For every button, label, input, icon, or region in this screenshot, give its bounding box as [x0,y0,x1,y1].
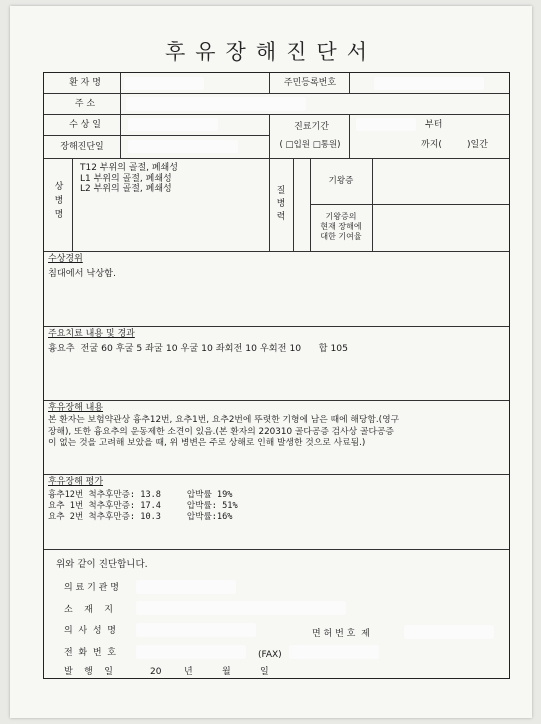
redacted-institution [136,580,236,594]
issue-year-prefix: 20 [150,667,162,677]
days-label: )일간 [467,140,488,150]
history-label: 수상경위 [48,254,83,264]
redacted-address [126,97,306,111]
redacted-rrn [374,77,484,90]
treatment-period-label: 진료기간 [294,122,329,132]
until-label: 까지( [421,140,442,150]
redacted-period-from [356,118,416,131]
assessment-line: 흉추12번 척추후만증: 13.8 압박률 19% [48,490,233,500]
disability-assessment-text [48,490,238,523]
disability-assessment-label: 후유장해 평가 [48,477,104,487]
redacted-patient-name [124,77,204,90]
document-page [10,6,532,718]
disability-diag-date-label: 장해진단일 [60,142,104,152]
diagnosis-item: L1 부위의 골절, 폐쇄성 [80,173,172,184]
institution-label: 의 료 기 관 명 [64,583,119,593]
diagnosis-statement: 위와 같이 진단합니다. [56,559,148,570]
existing-condition-label: 기왕증 [328,176,354,186]
assessment-line: 요추 2번 척추후만증: 10.3 압박률:16% [48,512,233,522]
injury-date-label: 수 상 일 [69,120,101,130]
treatment-label: 주요치료 내용 및 경과 [48,329,135,339]
location-label: 소 재 지 [64,605,113,615]
disease-history-label: 질 병 력 [276,186,286,222]
issue-date-label: 발 행 일 [64,667,113,677]
address-label: 주 소 [74,99,96,109]
issue-month-suffix: 월 [222,667,231,677]
inpatient-outpatient-label: ( □입원 □통원) [279,140,341,150]
issue-year-suffix: 년 [184,667,193,677]
redacted-license [404,625,494,639]
redacted-phone [136,645,246,659]
diagnosis-item: L2 부위의 골절, 폐쇄성 [80,184,172,194]
history-text: 침대에서 낙상함. [48,268,116,279]
phone-label: 전 화 번 호 [64,648,116,658]
rrn-label: 주민등록번호 [283,78,337,88]
redacted-doctor-name [136,623,256,637]
redacted-injury-date [128,118,218,131]
license-number-label: 면 허 번 호 제 [312,629,370,639]
patient-name-label: 환 자 명 [69,78,101,88]
doctor-name-label: 의 사 성 명 [64,626,116,636]
disability-content-text [48,415,506,450]
existing-contribution-label: 기왕증의 현재 장해에 대한 기여율 [320,212,362,241]
redacted-location [136,601,346,615]
treatment-text: 흉요추 전굴 60 후굴 5 좌굴 10 우굴 10 좌회전 10 우회전 10 합 105 [48,343,348,354]
disability-line: 본 환자는 보험약관상 흉추12번, 요추1번, 요추2번에 뚜렷한 기형에 남은 때에 해당함.(영구 [48,415,400,425]
fax-label: (FAX) [258,650,282,660]
redacted-diag-date [128,140,238,153]
injury-name-label: 상 병 명 [54,182,64,220]
disability-line: 이 없는 것을 고려해 보았을 때, 위 병변은 주로 상해로 인해 발생한 것으로 사료됨.) [48,438,366,448]
diagnosis-list [80,163,266,195]
assessment-line: 요추 1번 척추후만증: 17.4 압박률: 51% [48,501,238,511]
disability-content-label: 후유장해 내용 [48,403,104,413]
diagnosis-form [43,72,510,679]
issue-day-suffix: 일 [260,667,269,677]
redacted-fax [289,645,379,659]
disability-line: 장해), 또한 흉요추의 운동제한 소견이 있음.(본 환자의 220310 골다공증 검사상 골다공증 [48,426,394,437]
from-label: 부터 [425,120,443,130]
diagnosis-item: T12 부위의 골절, 폐쇄성 [80,163,178,173]
document-title: 후유장해진단서 [164,40,377,64]
